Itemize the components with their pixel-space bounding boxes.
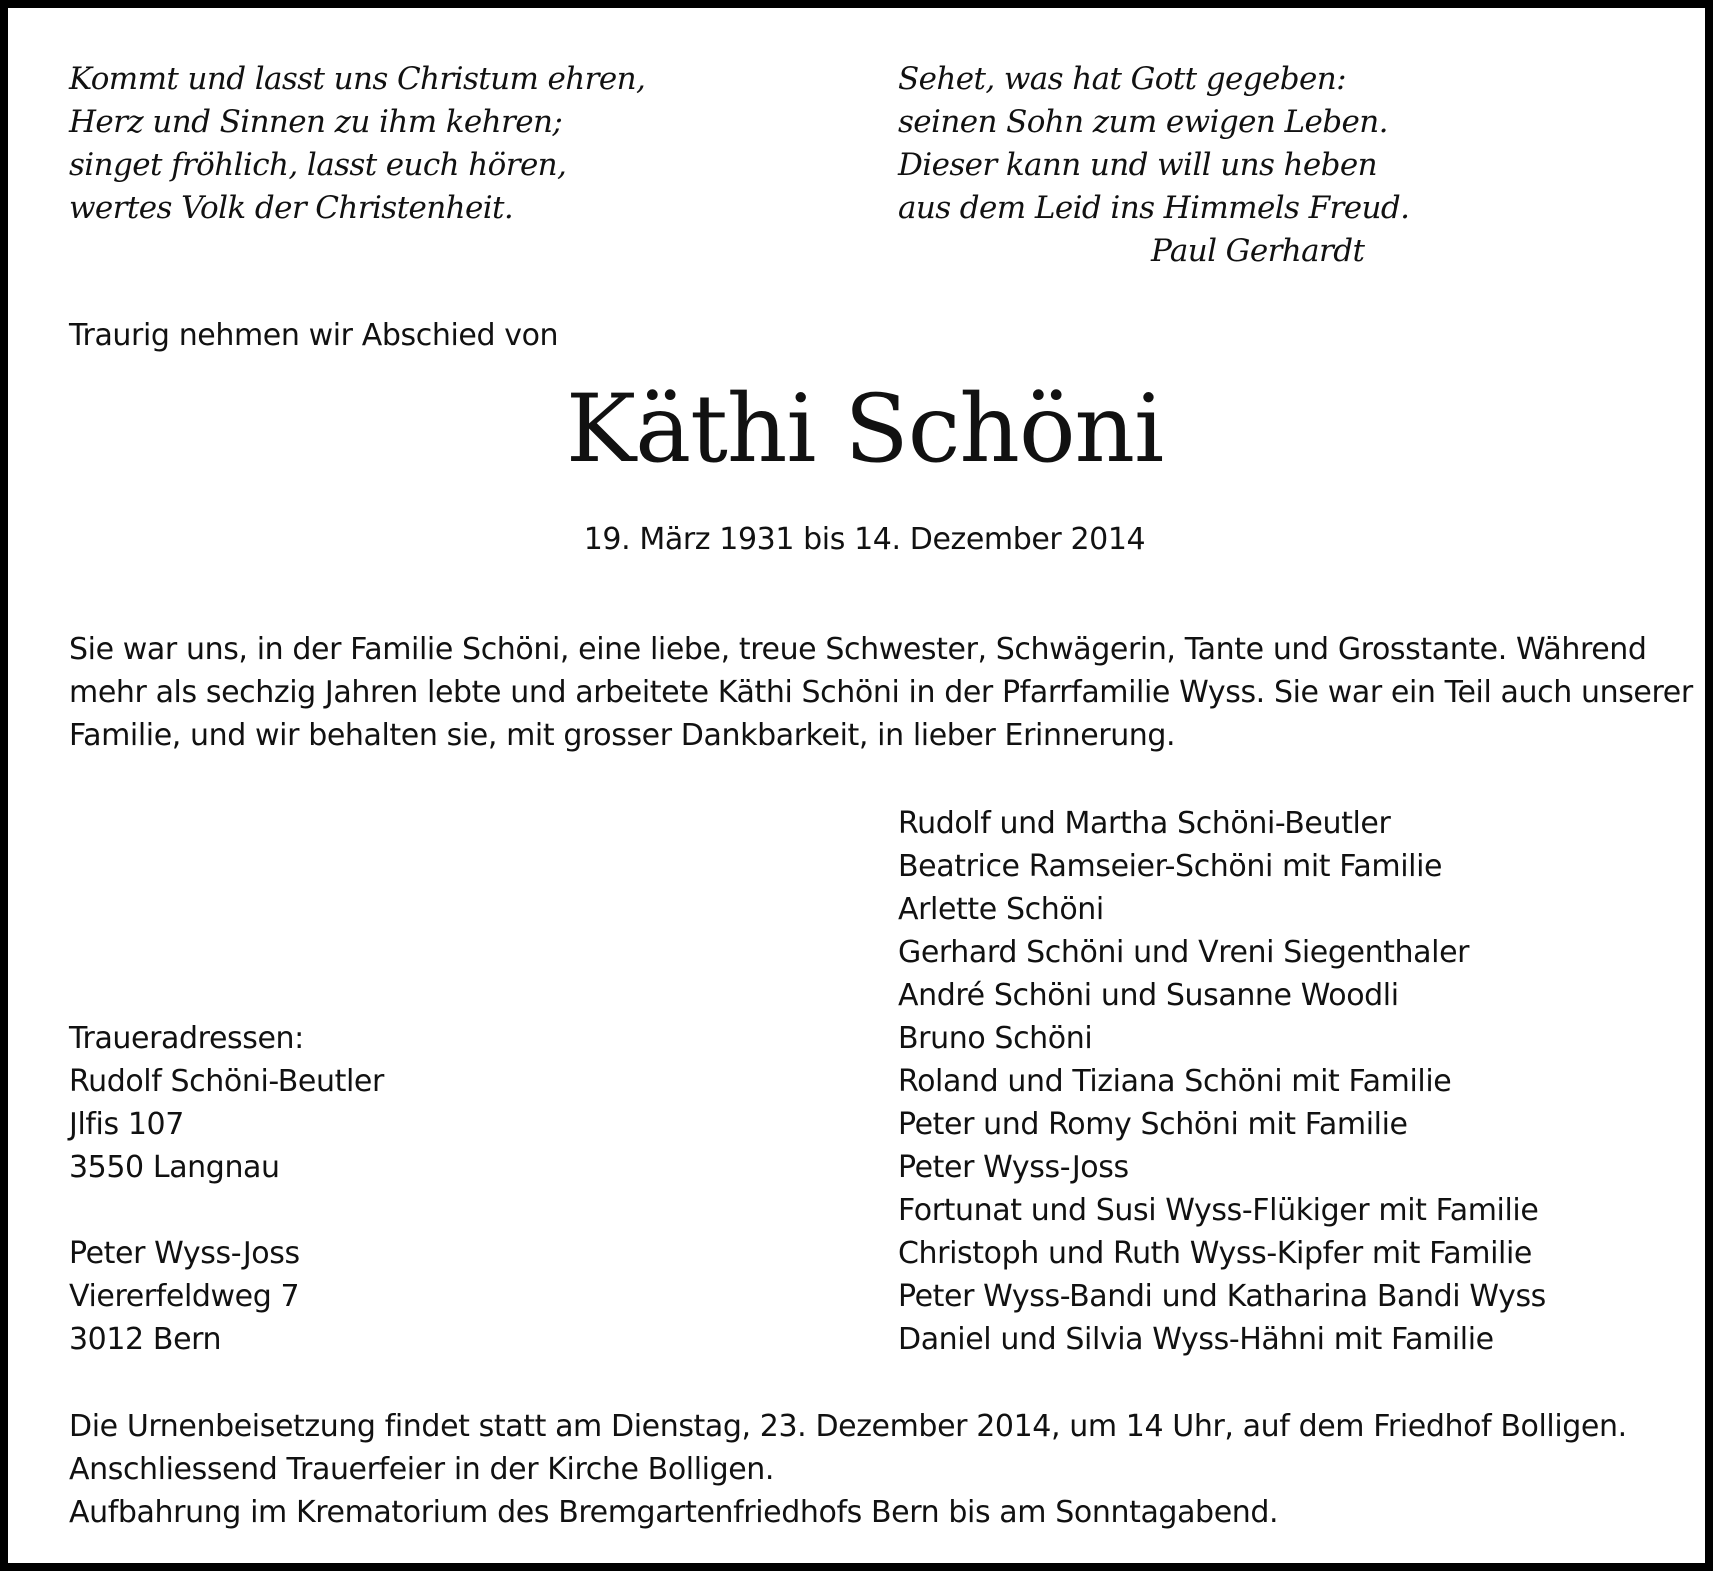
addresses-heading: Traueradressen: bbox=[69, 1021, 304, 1056]
mourning-addresses bbox=[69, 1017, 384, 1361]
intro-text: Traurig nehmen wir Abschied von bbox=[69, 318, 559, 353]
verse-author: Paul Gerhardt bbox=[1151, 233, 1365, 269]
closing-line: Aufbahrung im Krematorium des Bremgartenfriedhofs Bern bis am Sonntagabend. bbox=[69, 1495, 1279, 1530]
verse-line: Kommt und lasst uns Christum ehren, bbox=[69, 61, 646, 97]
address-line: Peter Wyss-Joss bbox=[69, 1236, 300, 1271]
mourner-item: Daniel und Silvia Wyss-Hähni mit Familie bbox=[898, 1322, 1494, 1357]
verse-line: Sehet, was hat Gott gegeben: bbox=[898, 61, 1346, 97]
mourner-item: Bruno Schöni bbox=[898, 1021, 1093, 1056]
closing-line: Anschliessend Trauerfeier in der Kirche Bolligen. bbox=[69, 1452, 775, 1487]
mourner-item: Roland und Tiziana Schöni mit Familie bbox=[898, 1064, 1452, 1099]
verse-line: seinen Sohn zum ewigen Leben. bbox=[898, 104, 1388, 140]
mourner-item: Christoph und Ruth Wyss-Kipfer mit Familie bbox=[898, 1236, 1532, 1271]
deceased-name: Käthi Schöni bbox=[565, 375, 1164, 484]
verse-left bbox=[69, 58, 645, 230]
address-line: Viererfeldweg 7 bbox=[69, 1279, 300, 1314]
verse-line: wertes Volk der Christenheit. bbox=[69, 190, 514, 226]
mourner-item: Peter Wyss-Bandi und Katharina Bandi Wyss bbox=[898, 1279, 1546, 1314]
address-spacer bbox=[69, 1189, 384, 1232]
paragraph-line: mehr als sechzig Jahren lebte und arbeitete Käthi Schöni in der Pfarrfamilie Wyss. Sie war ein Teil auch unserer bbox=[69, 675, 1693, 710]
verse-right bbox=[898, 58, 1409, 273]
mourner-item: Arlette Schöni bbox=[898, 892, 1104, 927]
funeral-details bbox=[69, 1405, 1627, 1534]
mourner-item: Fortunat und Susi Wyss-Flükiger mit Familie bbox=[898, 1193, 1539, 1228]
address-line: 3012 Bern bbox=[69, 1322, 222, 1357]
paragraph-line: Familie, und wir behalten sie, mit grosser Dankbarkeit, in lieber Erinnerung. bbox=[69, 718, 1176, 753]
closing-line: Die Urnenbeisetzung findet statt am Dienstag, 23. Dezember 2014, um 14 Uhr, auf dem Friedhof Bolligen. bbox=[69, 1409, 1627, 1444]
verse-line: Dieser kann und will uns heben bbox=[898, 147, 1378, 183]
verse-line: Herz und Sinnen zu ihm kehren; bbox=[69, 104, 563, 140]
verse-line: aus dem Leid ins Himmels Freud. bbox=[898, 190, 1410, 226]
paragraph-line: Sie war uns, in der Familie Schöni, eine liebe, treue Schwester, Schwägerin, Tante und Grosstante. Während bbox=[69, 632, 1647, 667]
mourner-item: Peter Wyss-Joss bbox=[898, 1150, 1129, 1185]
verse-line: singet fröhlich, lasst euch hören, bbox=[69, 147, 567, 183]
mourner-item: Gerhard Schöni und Vreni Siegenthaler bbox=[898, 935, 1470, 970]
address-line: Rudolf Schöni-Beutler bbox=[69, 1064, 384, 1099]
address-line: Jlfis 107 bbox=[69, 1107, 184, 1142]
tribute-paragraph bbox=[69, 628, 1693, 757]
address-line: 3550 Langnau bbox=[69, 1150, 280, 1185]
mourner-item: Rudolf und Martha Schöni-Beutler bbox=[898, 806, 1391, 841]
mourner-item: André Schöni und Susanne Woodli bbox=[898, 978, 1399, 1013]
life-dates: 19. März 1931 bis 14. Dezember 2014 bbox=[583, 522, 1146, 557]
mourners-list bbox=[898, 802, 1546, 1361]
mourner-item: Beatrice Ramseier-Schöni mit Familie bbox=[898, 849, 1443, 884]
mourner-item: Peter und Romy Schöni mit Familie bbox=[898, 1107, 1408, 1142]
